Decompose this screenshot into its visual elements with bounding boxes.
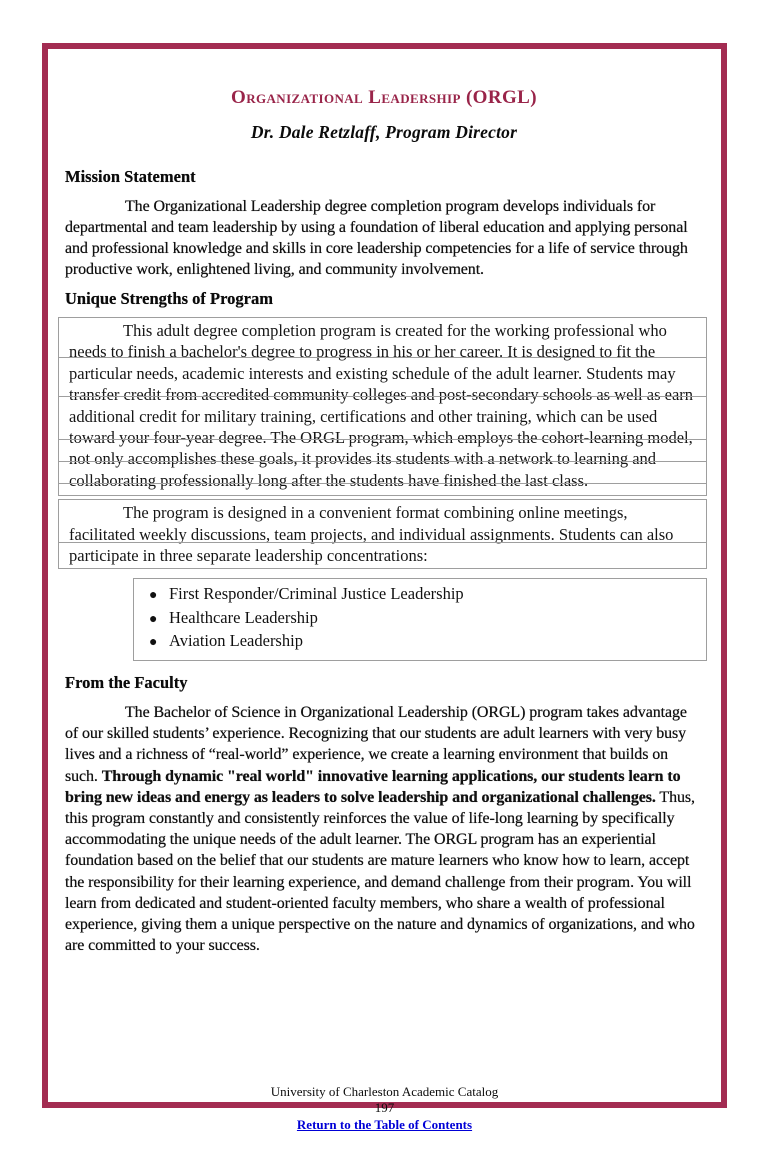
- strengths-paragraph-2: The program is designed in a convenient format combining online meetings, facilitated weekly discussions, team projects, and individual assignments. Students can also participate in three separate leadership concentrations:: [69, 503, 674, 566]
- concentration-label: Aviation Leadership: [169, 631, 303, 651]
- page-content: [48, 87, 721, 1140]
- table-gridline: [59, 357, 706, 358]
- concentration-label: First Responder/Criminal Justice Leadership: [169, 584, 464, 604]
- strengths-paragraph-1: This adult degree completion program is created for the working professional who needs to finish a bachelor's degree to progress in his or her career. It is designed to fit the particular needs, academic interests and existing schedule of the adult learner. Students may transfer credit from accredited community colleges and post-secondary schools as well as earn additional credit for military training, certifications and other training, which can be used toward your four-year degree. The ORGL program, which employs the cohort-learning model, not only accomplishes these goals, it provides its students with a network to learning and collaborating professionally long after the students have finished the last class.: [69, 321, 694, 490]
- page-title: Organizational Leadership (ORGL): [231, 87, 537, 108]
- list-item: [149, 607, 700, 631]
- catalog-title-line: University of Charleston Academic Catalog: [270, 1083, 499, 1099]
- list-item: [149, 583, 700, 607]
- unique-strengths-heading: Unique Strengths of Program: [65, 289, 273, 308]
- concentrations-list-box: [133, 578, 707, 661]
- strengths-text-box-2: [58, 499, 707, 569]
- faculty-text-end: Thus, this program constantly and consistently reinforces the value of life-long learning by specifically accommodating the unique needs of the adult learner. The ORGL program has an experiential foundation based on the belief that our students are mature learners who know how to learn, accept the responsibility for their learning experience, and demand challenge from their program. You will learn from dedicated and student-oriented faculty members, who share a wealth of professional experience, giving them a unique perspective on the nature and dynamics of organizations, and who are committed to your success.: [65, 788, 695, 955]
- bullet-icon: ●: [149, 635, 158, 651]
- page-number: 197: [374, 1100, 395, 1115]
- faculty-text-bold: Through dynamic "real world" innovative learning applications, our students learn to bring new ideas and energy as leaders to solve leadership and organizational challenges.: [65, 767, 681, 806]
- strengths-text-box-1: [58, 317, 707, 496]
- table-gridline: [59, 396, 706, 397]
- concentrations-list: [134, 583, 700, 654]
- mission-statement-paragraph: The Organizational Leadership degree completion program develops individuals for departmental and team leadership by using a foundation of liberal education and applying personal and professional knowledge and skills in core leadership competencies for a life of service through productive work, enlightened living, and community involvement.: [65, 198, 688, 278]
- list-item: [149, 630, 700, 654]
- page-footer: [48, 1084, 721, 1134]
- bullet-icon: ●: [149, 588, 158, 604]
- table-gridline: [59, 542, 706, 543]
- table-gridline: [59, 461, 706, 462]
- bullet-icon: ●: [149, 611, 158, 627]
- faculty-paragraph: [65, 702, 703, 956]
- faculty-text-start: The Bachelor of Science in Organizational Leadership (ORGL) program takes advantage of our skilled students’ experience. Recognizing that our students are adult learners with very busy lives and a richness of “real-world” experience, we create a learning environment that builds on such.: [65, 703, 687, 785]
- page-border-frame: [42, 43, 727, 1132]
- mission-statement-heading: Mission Statement: [65, 167, 196, 186]
- table-gridline: [59, 483, 706, 484]
- from-the-faculty-heading: From the Faculty: [65, 672, 188, 692]
- return-to-toc-link[interactable]: Return to the Table of Contents: [296, 1116, 473, 1132]
- table-gridline: [59, 439, 706, 440]
- concentration-label: Healthcare Leadership: [169, 607, 318, 627]
- program-director-subtitle: Dr. Dale Retzlaff, Program Director: [250, 122, 518, 142]
